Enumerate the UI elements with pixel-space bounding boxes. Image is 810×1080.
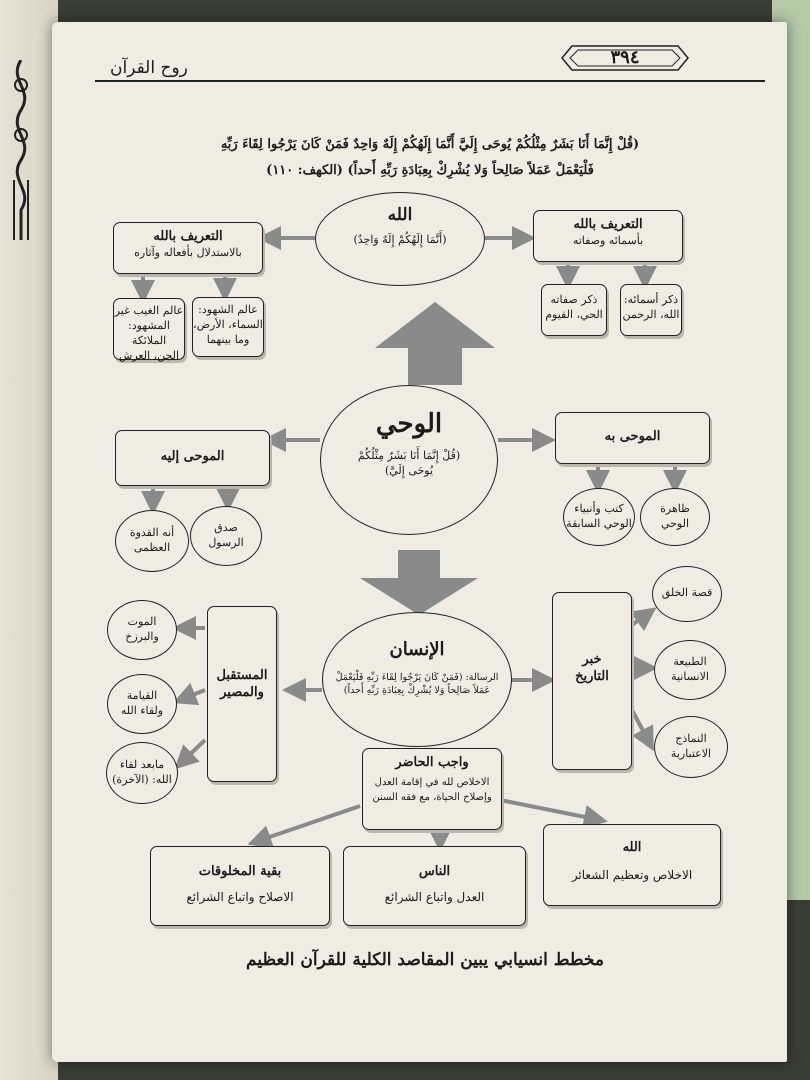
node-insan-sub1: الرسالة: (فَمَنْ كَانَ يَرْجُوا لِقَاءَ رَبِّهِ فَلْيَعْمَلْ xyxy=(335,672,499,683)
node-namadhij-line2: الاعتبارية xyxy=(670,747,712,760)
node-wahy-title: الوحي xyxy=(375,409,443,439)
node-tarif-asmaa-title: التعريف بالله xyxy=(573,217,643,232)
node-insan-sub2: عَمَلاً صَالِحاً وَلا يُشْرِكْ بِعِبَادَةِ رَبِّهِ أَحداً) xyxy=(343,685,491,696)
node-asmaa-line2: الله، الرحمن xyxy=(622,308,680,321)
book-title: روح القرآن xyxy=(110,58,188,78)
node-baqiya xyxy=(150,846,330,926)
node-nas-sub: العدل واتباع الشرائع xyxy=(384,890,485,904)
node-namadhij-line1: النماذج xyxy=(675,732,707,745)
node-zahirat-line1: ظاهرة xyxy=(660,502,690,515)
node-qudwa-line1: أنه القدوة xyxy=(129,526,175,539)
node-insan xyxy=(322,612,512,747)
node-sidq xyxy=(190,506,262,566)
node-khalq-line1: قصة الخلق xyxy=(661,586,713,599)
node-allah-sub: (أَنَّمَا إِلَهُكُمْ إِلَهٌ وَاحِدٌ) xyxy=(353,233,447,246)
node-sidq-line2: الرسول xyxy=(208,536,244,549)
node-allah2-title: الله xyxy=(622,840,642,855)
node-qiyama xyxy=(107,674,177,734)
node-wajib-line2: وإصلاح الحياة، مع فقه السنن xyxy=(372,792,492,803)
node-muha-bihi xyxy=(555,412,710,464)
node-qudwa-line2: العظمى xyxy=(133,541,171,554)
node-wahy-sub1: (قُلْ إِنَّمَا أَنَا بَشَرٌ مِثْلُكُمْ xyxy=(357,449,461,462)
node-wajib-title: واجب الحاضر xyxy=(395,755,469,770)
figure-caption: مخطط انسيابي يبين المقاصد الكلية للقرآن العظيم xyxy=(246,950,604,970)
node-sifat xyxy=(541,284,607,336)
node-mawt-line2: والبرزخ xyxy=(125,630,159,643)
node-tarif-istidlal xyxy=(113,222,263,274)
node-wajib-line1: الاخلاص لله في إقامة العدل xyxy=(374,777,490,788)
node-khabar-line2: التاريخ xyxy=(575,669,609,684)
node-maba3d xyxy=(106,742,178,804)
node-khalq xyxy=(652,566,722,622)
node-maba3d-line1: مابعد لقاء xyxy=(119,758,165,771)
node-mustaqbal-line2: والمصير xyxy=(220,685,264,700)
node-nas-title: الناس xyxy=(418,864,451,879)
node-mustaqbal xyxy=(207,606,277,782)
node-mustaqbal-line1: المستقبل xyxy=(216,668,268,683)
node-sidq-line1: صدق xyxy=(214,521,238,534)
node-kutub xyxy=(563,488,635,546)
node-tabia-line1: الطبيعة xyxy=(673,655,707,668)
node-tabia xyxy=(654,640,726,700)
node-namadhij xyxy=(654,716,728,778)
node-asmaa-line1: ذكر أسمائه: xyxy=(623,293,679,306)
node-ghayb-line2: المشهود: الملائكة xyxy=(128,319,170,347)
page-number: ٣٩٤ xyxy=(610,47,640,68)
node-ghayb xyxy=(113,298,185,360)
node-ghayb-line3: الجن، العرش xyxy=(118,349,180,362)
node-muha-bihi-title: الموحى به xyxy=(604,429,661,444)
node-zahirat-line2: الوحي xyxy=(660,517,690,530)
node-kutub-line1: كتب وأنبياء xyxy=(574,502,624,515)
node-tabia-line2: الانسانية xyxy=(671,670,709,683)
node-wajib xyxy=(362,748,502,830)
node-nas xyxy=(343,846,526,926)
node-qiyama-line2: ولقاء الله xyxy=(120,704,164,717)
node-allah-title: الله xyxy=(387,205,413,225)
node-muha-ilayhi-title: الموحى إليه xyxy=(160,449,225,464)
node-shuhud-line1: عالم الشهود: xyxy=(198,303,258,316)
node-maba3d-line2: الله: (الآخرة) xyxy=(112,773,172,786)
node-ghayb-line1: عالم الغيب غير xyxy=(114,304,184,317)
node-sifat-line1: ذكر صفاته xyxy=(550,293,598,306)
node-shuhud xyxy=(192,297,264,357)
node-baqiya-sub: الاصلاح واتباع الشرائع xyxy=(186,890,294,904)
node-tarif-asmaa xyxy=(533,210,683,262)
node-wahy xyxy=(320,385,498,535)
verse-line-2: فَلْيَعْمَلْ عَمَلاً صَالِحاً وَلا يُشْرِكْ بِعِبَادَةِ رَبِّهِ أَحداً) (الكهف: ١١٠) xyxy=(266,163,594,178)
node-allah2 xyxy=(543,824,721,906)
node-zahirat xyxy=(640,488,710,546)
node-asmaa xyxy=(620,284,682,336)
node-kutub-line2: الوحي السابقة xyxy=(566,517,632,530)
node-tarif-asmaa-sub: بأسمائه وصفاته xyxy=(572,234,644,247)
node-shuhud-line3: وما بينهما xyxy=(206,333,250,346)
node-allah xyxy=(315,192,485,286)
node-tarif-istidlal-title: التعريف بالله xyxy=(153,229,223,244)
node-tarif-istidlal-sub: بالاستدلال بأفعاله وآثاره xyxy=(134,246,242,259)
node-khabar xyxy=(552,592,632,770)
node-wahy-sub2: يُوحَى إِلَيَّ) xyxy=(384,464,434,477)
node-allah2-sub: الاخلاص وتعظيم الشعائر xyxy=(571,868,693,882)
node-sifat-line2: الحي، القيوم xyxy=(545,308,603,321)
node-mawt-line1: الموت xyxy=(127,615,157,628)
node-mawt xyxy=(107,600,177,660)
node-shuhud-line2: السماء، الأرض، xyxy=(193,318,263,331)
node-qiyama-line1: القيامة xyxy=(126,689,158,702)
node-muha-ilayhi xyxy=(115,430,270,486)
node-qudwa xyxy=(115,510,189,572)
node-insan-title: الإنسان xyxy=(389,639,445,660)
node-baqiya-title: بقية المخلوقات xyxy=(198,864,282,879)
node-khabar-line1: خبر xyxy=(582,652,602,667)
verse-line-1: (قُلْ إِنَّمَا أَنَا بَشَرٌ مِثْلُكُمْ يُوحَى إِلَيَّ أَنَّمَا إِلَهُكُمْ إِلَهٌ وَاحِدٌ فَمَنْ كَانَ يَرْجُوا لِقَاءَ رَبِّهِ xyxy=(220,137,640,152)
